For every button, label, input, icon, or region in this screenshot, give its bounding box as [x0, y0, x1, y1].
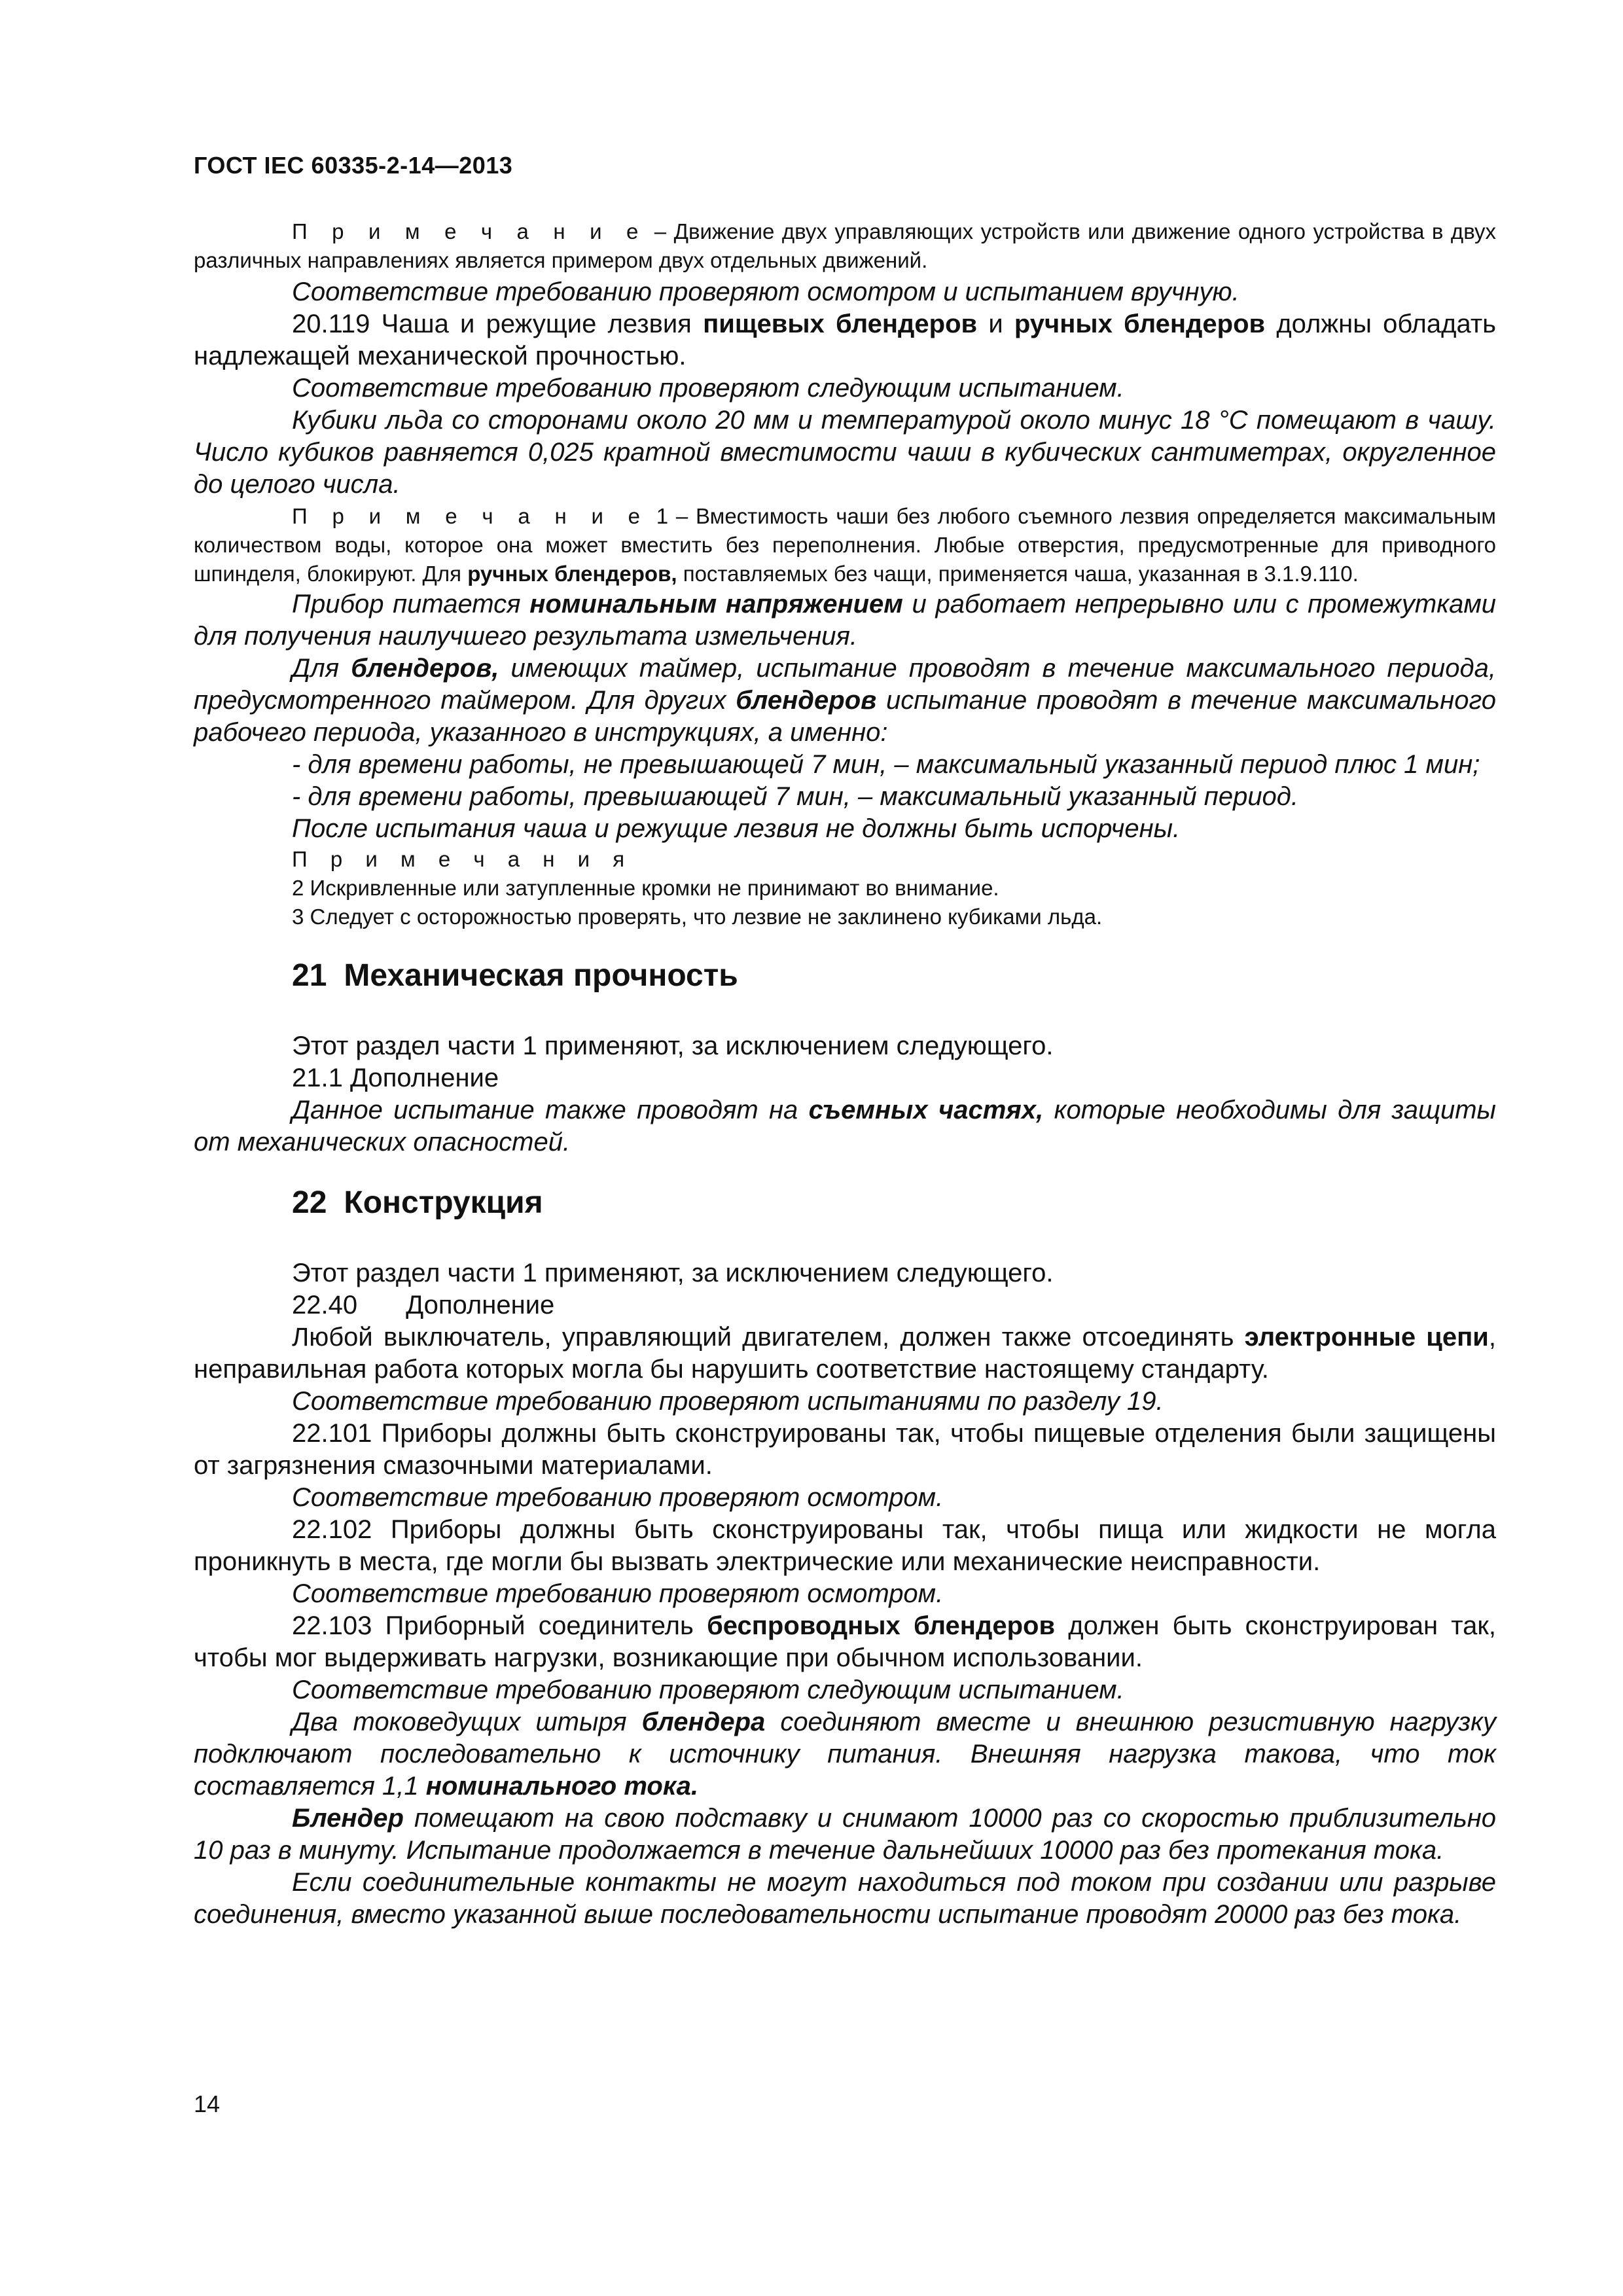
subclause-heading	[194, 1289, 1496, 1321]
text-run: Два токоведущих штыря	[292, 1708, 642, 1736]
section-intro: Этот раздел части 1 применяют, за исключением следующего.	[292, 1259, 1054, 1287]
compliance-check: Соответствие требованию проверяют осмотром и испытанием вручную.	[292, 278, 1240, 306]
text-run: должны обладать надлежащей механической прочностью.	[194, 310, 1496, 370]
text-run: Прибор питается	[292, 590, 530, 619]
section-number: 21	[292, 958, 327, 993]
spacer	[194, 931, 1496, 958]
spacer	[194, 1221, 1496, 1257]
compliance-check: Соответствие требованию проверяют следующим испытанием.	[292, 1676, 1124, 1704]
section-number: 22	[292, 1185, 327, 1220]
test-description	[194, 653, 1496, 749]
test-description: Кубики льда со сторонами около 20 мм и температурой около минус 18 °С помещают в чашу. Число кубиков равняется 0,025 кратной вместимости чаши в кубических сантиметрах, округленное до целого числа.	[194, 406, 1496, 499]
test-description	[194, 1706, 1496, 1803]
page-number: 14	[194, 2090, 221, 2117]
text-run: которые необходимы для защиты от механических опасностей.	[194, 1096, 1496, 1157]
term-bold: пищевых блендеров	[703, 310, 978, 338]
document-body	[194, 217, 1496, 1931]
text-run: Для	[292, 654, 351, 683]
section-title: Конструкция	[344, 1185, 543, 1220]
clause-22-103	[194, 1610, 1496, 1674]
text-run: и	[977, 310, 1014, 338]
note-item: 2 Искривленные или затупленные кромки не принимают во внимание.	[292, 876, 999, 900]
term-bold: ручных блендеров,	[467, 562, 677, 586]
compliance-check: Соответствие требованию проверяют следующим испытанием.	[292, 374, 1124, 403]
text-run: испытание проводят в течение максимального рабочего периода, указанного в инструкциях, а именно:	[194, 686, 1497, 747]
term-bold: номинальным напряжением	[529, 590, 903, 619]
notes-heading	[194, 845, 1496, 874]
text-run: имеющих таймер, испытание проводят в течение максимального периода, предусмотренного таймером. Для других	[194, 654, 1497, 715]
note-text: поставляемых без чащи, применяется чаша, указанная в 3.1.9.110.	[677, 562, 1359, 586]
text-run: 20.119 Чаша и режущие лезвия	[292, 310, 704, 338]
clause-22-101: 22.101 Приборы должны быть сконструированы так, чтобы пищевые отделения были защищены от загрязнения смазочными материалами.	[194, 1419, 1496, 1480]
note-item: 3 Следует с осторожностью проверять, что лезвие не заклинено кубиками льда.	[292, 905, 1103, 929]
subclause-label: Дополнение	[406, 1291, 555, 1319]
term-bold: номинального тока.	[425, 1772, 698, 1801]
term-bold: блендера	[641, 1708, 766, 1736]
spacer	[194, 994, 1496, 1030]
section-intro: Этот раздел части 1 применяют, за исключением следующего.	[292, 1031, 1054, 1060]
subclause-heading: 21.1 Дополнение	[292, 1064, 499, 1092]
list-item: - для времени работы, превышающей 7 мин, – максимальный указанный период.	[292, 782, 1299, 811]
compliance-check: Соответствие требованию проверяют осмотром.	[292, 1483, 944, 1512]
note-paragraph	[194, 217, 1496, 275]
test-description	[194, 1094, 1496, 1158]
section-heading-21	[194, 958, 1496, 994]
compliance-check: Соответствие требованию проверяют испытаниями по разделу 19.	[292, 1387, 1164, 1416]
test-description: Если соединительные контакты не могут находиться под током при создании или разрыве соединения, вместо указанной выше последовательности испытание проводят 20000 раз без тока.	[194, 1868, 1496, 1929]
term-bold: Блендер	[292, 1804, 404, 1833]
section-heading-22	[194, 1185, 1496, 1221]
text-run: и работает непрерывно или с промежутками для получения наилучшего результата измельчения.	[194, 590, 1496, 651]
test-description	[194, 1803, 1496, 1867]
section-title: Механическая прочность	[344, 958, 738, 993]
requirement	[194, 1321, 1496, 1386]
text-run: Данное испытание также проводят на	[292, 1096, 809, 1124]
test-result: После испытания чаша и режущие лезвия не должны быть испорчены.	[292, 814, 1181, 843]
text-run: Любой выключатель, управляющий двигателем, должен также отсоединять	[292, 1323, 1245, 1352]
term-bold: беспроводных блендеров	[707, 1611, 1056, 1640]
notes-label: П р и м е ч а н и я	[292, 847, 633, 871]
term-bold: электронные цепи	[1244, 1323, 1489, 1352]
spacer	[194, 1158, 1496, 1185]
text-run: должен быть сконструирован так, чтобы мог выдерживать нагрузки, возникающие при обычном использовании.	[194, 1611, 1496, 1672]
text-run: 22.103 Приборный соединитель	[292, 1611, 707, 1640]
list-item: - для времени работы, не превышающей 7 мин, – максимальный указанный период плюс 1 мин;	[292, 750, 1480, 779]
note-paragraph	[194, 502, 1496, 588]
note-label: П р и м е ч а н и е	[292, 219, 647, 243]
clause-22-102: 22.102 Приборы должны быть сконструированы так, чтобы пища или жидкости не могла проникнуть в места, где могли бы вызвать электрические или механические неисправности.	[194, 1515, 1496, 1576]
test-description	[194, 588, 1496, 653]
term-bold: съемных частях,	[808, 1096, 1044, 1124]
note-text: – Движение двух управляющих устройств или движение одного устройства в двух различных направлениях является примером двух отдельных движений.	[194, 219, 1496, 272]
note-text: 1 – Вместимость чаши без любого съемного лезвия определяется максимальным количеством воды, которое она может вместить без переполнения. Любые отверстия, предусмотренные для приводного шпинделя, блокируют. Для	[194, 504, 1496, 586]
term-bold: блендеров,	[351, 654, 499, 683]
term-bold: блендеров	[736, 686, 877, 715]
text-run: помещают на свою подставку и снимают 10000 раз со скоростью приблизительно 10 раз в минуту. Испытание продолжается в течение дальнейших 10000 раз без протекания тока.	[194, 1804, 1496, 1865]
document-header: ГОСТ IEC 60335-2-14—2013	[194, 152, 513, 179]
text-run: соединяют вместе и внешнюю резистивную нагрузку подключают последовательно к источнику питания. Внешняя нагрузка такова, что ток составляется 1,1	[194, 1708, 1496, 1801]
term-bold: ручных блендеров	[1014, 310, 1266, 338]
subclause-number: 22.40	[292, 1291, 358, 1319]
note-label: П р и м е ч а н и е	[292, 504, 649, 528]
compliance-check: Соответствие требованию проверяют осмотром.	[292, 1579, 944, 1608]
text-run: , неправильная работа которых могла бы нарушить соответствие настоящему стандарту.	[194, 1323, 1497, 1384]
clause-20-119	[194, 308, 1496, 372]
